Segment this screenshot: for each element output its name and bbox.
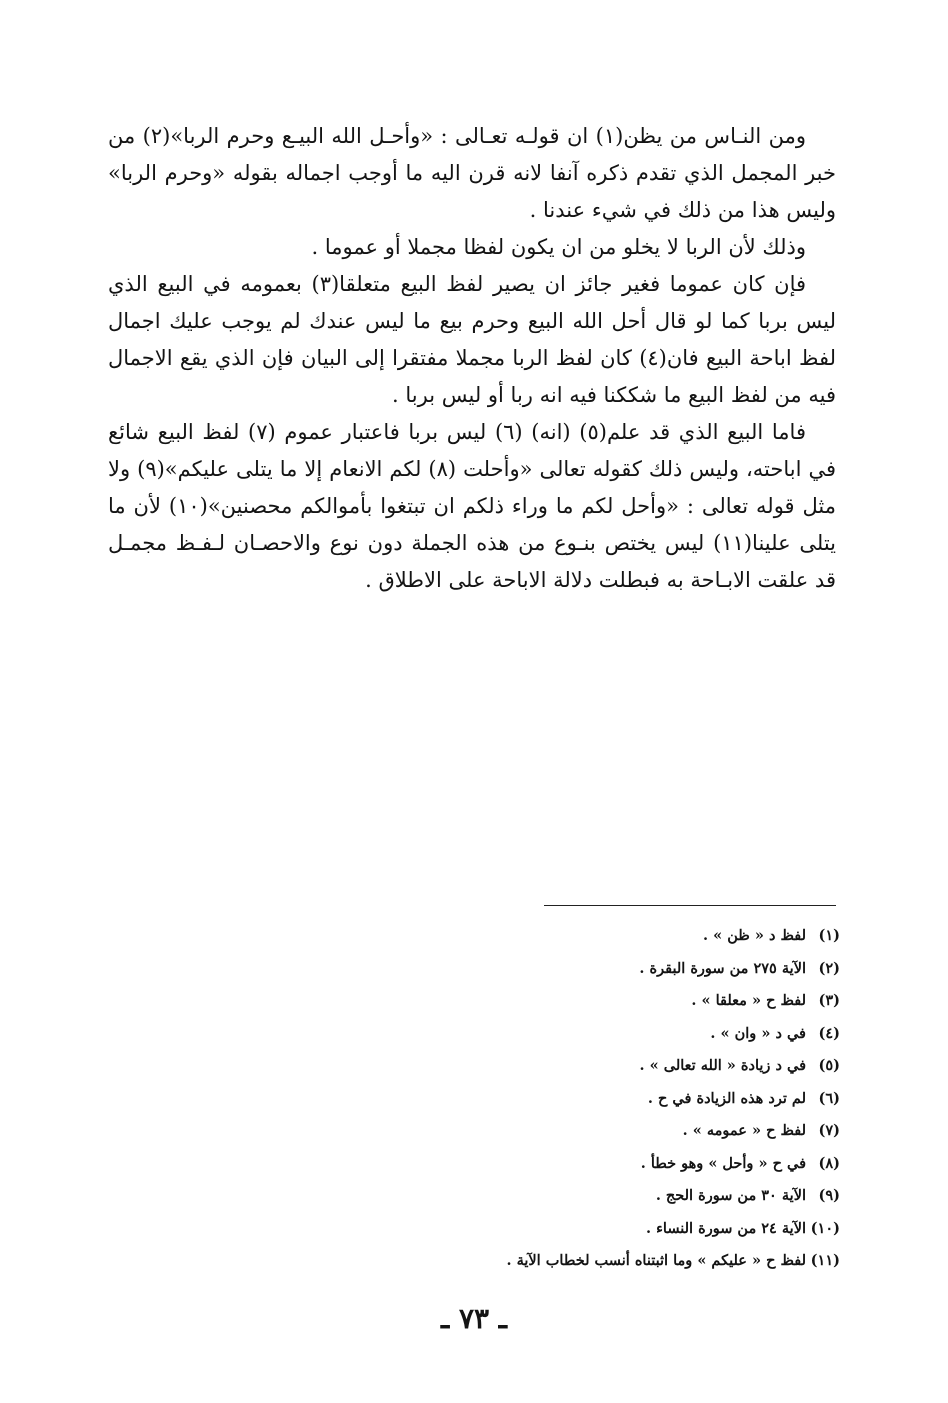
footnote-number: (٥) — [818, 1057, 840, 1074]
footnote-text: الآية ٢٧٥ من سورة البقرة . — [639, 959, 806, 977]
paragraph-2: وذلك لأن الربا لا يخلو من ان يكون لفظا مجملا أو عموما . — [311, 235, 806, 259]
footnote-item — [420, 1083, 840, 1116]
footnote-number: (٨) — [818, 1154, 840, 1172]
footnotes-list — [420, 920, 840, 1278]
footnote-number: (٣) — [818, 992, 840, 1009]
footnote-text: الآية ٢٤ من سورة النساء . — [645, 1219, 806, 1237]
footnote-text: لم ترد هذه الزيادة في ح . — [647, 1089, 806, 1107]
main-text — [108, 118, 836, 599]
footnote-item — [420, 1018, 840, 1051]
footnote-text: لفظ ح « معلقا » . — [691, 992, 806, 1009]
footnote-number: (٤) — [818, 1024, 840, 1042]
footnote-item — [420, 1180, 840, 1213]
footnote-text: في د زيادة « الله تعالى » . — [639, 1057, 806, 1074]
footnote-text: الآية ٣٠ من سورة الحج . — [655, 1187, 806, 1204]
paragraph-3: فإن كان عموما فغير جائز ان يصير لفظ البيع متعلقا(٣) بعمومه في البيع الذي ليس بربا كما لو قال أحل الله البيع وحرم بيع ما ليس عندك لم يوجب عليك اجمال لفظ اباحة البيع فان(٤) كان لفظ الربا مجملا مفتقرا إلى البيان فإن الذي يقع الاجمال فيه من لفظ البيع ما شككنا فيه انه ربا أو ليس بربا . — [108, 272, 837, 407]
footnote-item — [420, 985, 840, 1018]
footnote-item — [420, 1213, 840, 1246]
footnote-text: في د « وان » . — [710, 1024, 806, 1042]
footnote-item — [420, 1050, 840, 1083]
footnote-number: (٦) — [818, 1089, 840, 1107]
footnote-number: (١) — [818, 927, 840, 944]
footnote-item — [420, 1148, 840, 1181]
footnote-number: (١١) — [810, 1252, 840, 1269]
footnote-item — [420, 953, 840, 986]
footnote-item — [420, 920, 840, 953]
paragraph-4: فاما البيع الذي قد علم(٥) (انه) (٦) ليس بربا فاعتبار عموم (٧) لفظ البيع شائع في اباحته، وليس ذلك كقوله تعالى «وأحلت (٨) لكم الانعام إلا ما يتلى عليكم»(٩) ولا مثل قوله تعالى : «وأحل لكم ما وراء ذلكم ان تبتغوا بأموالكم محصنين»(١٠) لأن ما يتلى علينا(١١) ليس يختص بنـوع من هذه الجملة دون نوع والاحصـان لـفـظ مجمـل قد علقت الابـاحة به فبطلت دلالة الاباحة على الاطلاق . — [108, 420, 837, 592]
paragraph-1: ومن النـاس من يظن(١) ان قولـه تعـالى : «وأحـل الله البيـع وحرم الربا»(٢) من خبر المجمل الذي تقدم ذكره آنفا لانه قرن اليه ما أوجب اجماله بقوله «وحرم الربا» وليس هذا من ذلك في شيء عندنا . — [108, 124, 836, 222]
footnote-number: (١٠) — [810, 1219, 840, 1237]
footnote-number: (٧) — [818, 1122, 840, 1139]
footnote-text: لفظ ح « عليكم » وما اثبتناه أنسب لخطاب الآية . — [506, 1252, 806, 1269]
footnote-text: لفظ ح « عمومه » . — [682, 1122, 806, 1139]
footnote-item — [420, 1115, 840, 1148]
footnote-text: لفظ د « ظن » . — [703, 927, 806, 944]
footnote-number: (٢) — [818, 959, 840, 977]
page-number: ـ ٧٣ ـ — [441, 1302, 507, 1335]
footnote-item — [420, 1245, 840, 1278]
footnote-divider — [544, 905, 836, 906]
footnote-text: في ح « وأحل » وهو خطأ . — [640, 1154, 806, 1172]
footnote-number: (٩) — [818, 1187, 840, 1204]
